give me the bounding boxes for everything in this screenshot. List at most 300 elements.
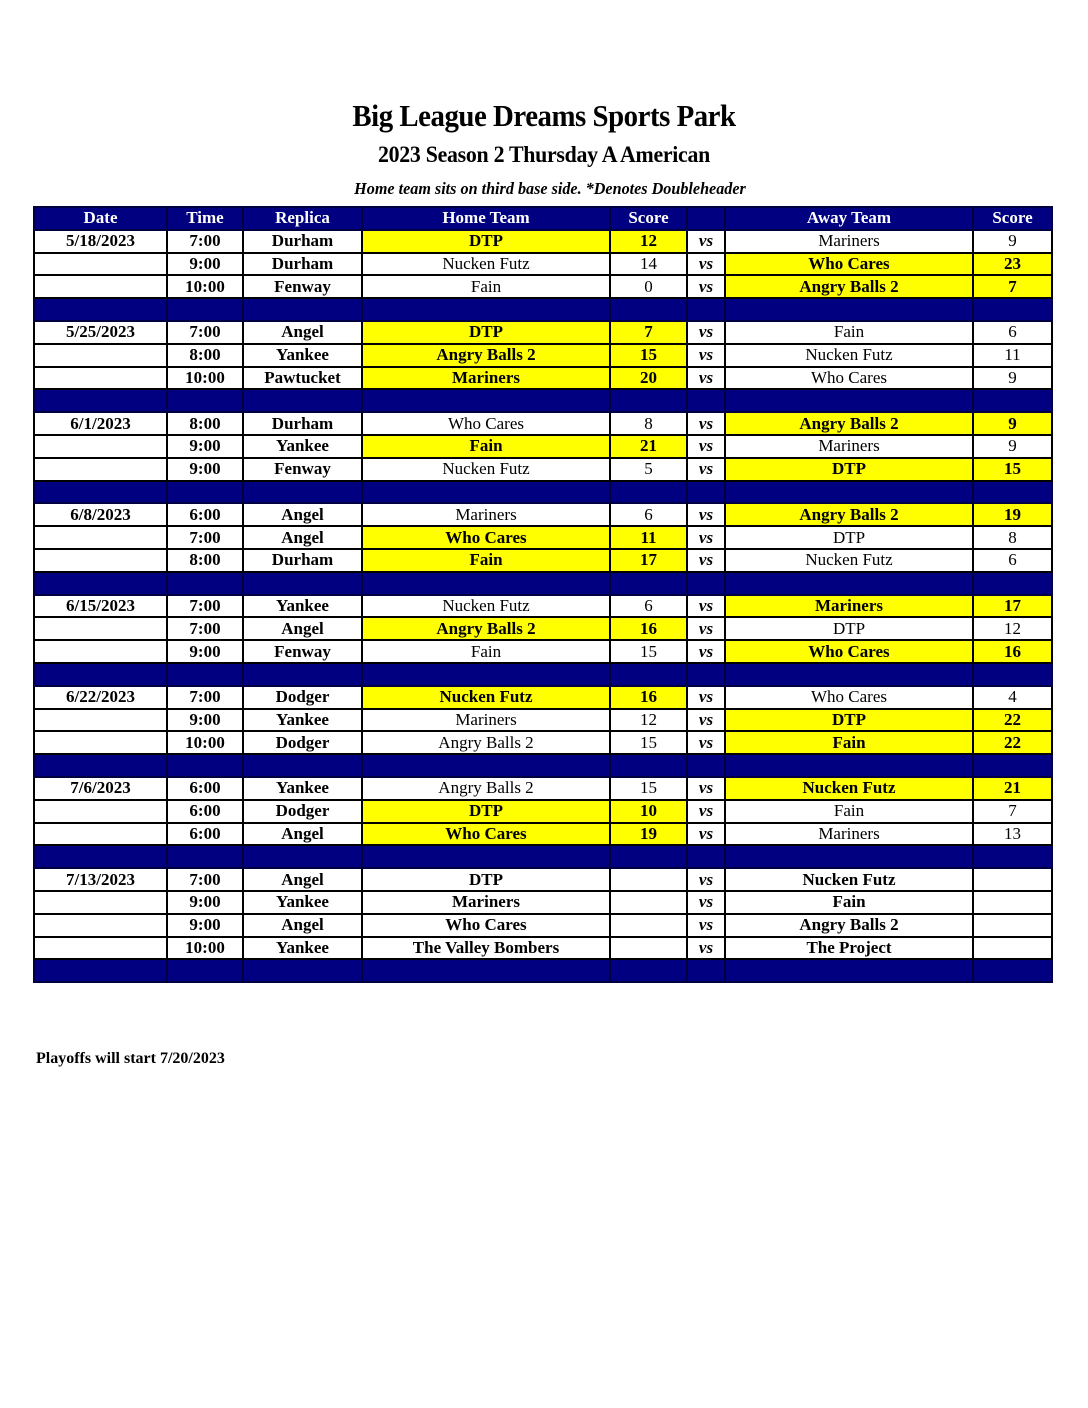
date-cell: 6/8/2023 [34,503,167,526]
home-team-cell: Fain [362,549,610,572]
separator-cell [610,663,687,686]
away-team-cell: Fain [725,891,973,914]
game-row [34,595,1052,618]
away-score-cell [973,891,1052,914]
game-row [34,868,1052,891]
separator-cell [973,572,1052,595]
field-cell: Yankee [243,937,362,960]
date-cell [34,253,167,276]
away-score-cell: 13 [973,823,1052,846]
home-score-cell: 8 [610,412,687,435]
away-score-cell: 8 [973,526,1052,549]
separator-cell [973,389,1052,412]
field-cell: Angel [243,526,362,549]
date-cell [34,731,167,754]
home-team-cell: Who Cares [362,823,610,846]
time-cell: 9:00 [167,458,243,481]
separator-cell [167,572,243,595]
away-team-cell: Mariners [725,595,973,618]
separator-cell [362,389,610,412]
separator-cell [687,481,725,504]
week-separator-row [34,959,1052,982]
week-separator-row [34,298,1052,321]
week-separator-row [34,754,1052,777]
date-cell [34,640,167,663]
time-cell: 9:00 [167,891,243,914]
separator-cell [610,298,687,321]
separator-cell [973,298,1052,321]
game-row [34,617,1052,640]
home-team-cell: The Valley Bombers [362,937,610,960]
home-team-cell: Angry Balls 2 [362,777,610,800]
table-header-row [34,207,1052,230]
separator-cell [362,572,610,595]
home-score-cell: 15 [610,731,687,754]
time-cell: 10:00 [167,367,243,390]
column-header-time: Time [167,207,243,230]
column-header-away-score: Score [973,207,1052,230]
game-row [34,367,1052,390]
time-cell: 7:00 [167,686,243,709]
time-cell: 7:00 [167,868,243,891]
home-team-cell: Mariners [362,503,610,526]
time-cell: 8:00 [167,412,243,435]
vs-cell: vs [687,230,725,253]
field-cell: Yankee [243,344,362,367]
home-score-cell: 21 [610,435,687,458]
home-score-cell: 6 [610,503,687,526]
home-score-cell: 5 [610,458,687,481]
home-team-cell: Angry Balls 2 [362,344,610,367]
date-cell: 5/18/2023 [34,230,167,253]
separator-cell [687,845,725,868]
game-row [34,777,1052,800]
home-score-cell: 12 [610,709,687,732]
separator-cell [973,663,1052,686]
separator-cell [167,959,243,982]
field-cell: Dodger [243,686,362,709]
away-score-cell [973,914,1052,937]
away-score-cell: 7 [973,275,1052,298]
separator-cell [243,663,362,686]
game-row [34,275,1052,298]
away-score-cell: 11 [973,344,1052,367]
home-score-cell [610,868,687,891]
away-team-cell: Mariners [725,823,973,846]
away-score-cell: 16 [973,640,1052,663]
away-score-cell: 6 [973,321,1052,344]
field-cell: Yankee [243,595,362,618]
field-cell: Dodger [243,800,362,823]
field-cell: Angel [243,823,362,846]
time-cell: 6:00 [167,800,243,823]
separator-cell [687,572,725,595]
date-cell [34,458,167,481]
home-score-cell: 15 [610,640,687,663]
vs-cell: vs [687,914,725,937]
field-cell: Angel [243,617,362,640]
time-cell: 8:00 [167,344,243,367]
away-team-cell: Who Cares [725,640,973,663]
away-team-cell: Angry Balls 2 [725,503,973,526]
field-cell: Durham [243,549,362,572]
separator-cell [610,959,687,982]
away-team-cell: The Project [725,937,973,960]
week-separator-row [34,845,1052,868]
separator-cell [167,663,243,686]
away-score-cell: 9 [973,412,1052,435]
away-team-cell: Mariners [725,230,973,253]
column-header-replica: Replica [243,207,362,230]
separator-cell [34,754,167,777]
separator-cell [687,389,725,412]
time-cell: 7:00 [167,617,243,640]
separator-cell [973,959,1052,982]
separator-cell [362,481,610,504]
home-team-cell: Fain [362,275,610,298]
away-team-cell: DTP [725,709,973,732]
separator-cell [167,389,243,412]
field-cell: Durham [243,230,362,253]
home-score-cell: 20 [610,367,687,390]
game-row [34,253,1052,276]
separator-cell [610,481,687,504]
game-row [34,526,1052,549]
field-cell: Angel [243,321,362,344]
separator-cell [725,481,973,504]
time-cell: 9:00 [167,253,243,276]
vs-cell: vs [687,731,725,754]
vs-cell: vs [687,458,725,481]
separator-cell [243,959,362,982]
away-score-cell: 17 [973,595,1052,618]
game-row [34,686,1052,709]
separator-cell [167,481,243,504]
time-cell: 7:00 [167,230,243,253]
game-row [34,731,1052,754]
date-cell [34,709,167,732]
vs-cell: vs [687,595,725,618]
home-score-cell: 14 [610,253,687,276]
field-cell: Durham [243,412,362,435]
date-cell [34,937,167,960]
separator-cell [725,845,973,868]
schedule-note: Home team sits on third base side. *Denotes Doubleheader [354,179,746,198]
away-score-cell: 15 [973,458,1052,481]
vs-cell: vs [687,435,725,458]
game-row [34,640,1052,663]
separator-cell [362,754,610,777]
separator-cell [610,754,687,777]
separator-cell [243,389,362,412]
separator-cell [34,959,167,982]
date-cell [34,914,167,937]
week-separator-row [34,572,1052,595]
away-team-cell: DTP [725,458,973,481]
date-cell [34,800,167,823]
separator-cell [243,298,362,321]
vs-cell: vs [687,891,725,914]
away-score-cell: 7 [973,800,1052,823]
home-team-cell: DTP [362,321,610,344]
away-team-cell: Fain [725,800,973,823]
field-cell: Yankee [243,777,362,800]
home-score-cell: 11 [610,526,687,549]
separator-cell [34,663,167,686]
week-separator-row [34,663,1052,686]
home-score-cell: 15 [610,344,687,367]
home-team-cell: Who Cares [362,412,610,435]
separator-cell [167,298,243,321]
time-cell: 9:00 [167,914,243,937]
field-cell: Angel [243,868,362,891]
separator-cell [243,845,362,868]
vs-cell: vs [687,503,725,526]
date-cell [34,344,167,367]
away-team-cell: Angry Balls 2 [725,412,973,435]
away-score-cell: 9 [973,230,1052,253]
away-team-cell: Fain [725,731,973,754]
separator-cell [973,481,1052,504]
separator-cell [34,298,167,321]
separator-cell [610,572,687,595]
separator-cell [973,754,1052,777]
home-score-cell: 16 [610,686,687,709]
vs-cell: vs [687,253,725,276]
separator-cell [973,845,1052,868]
week-separator-row [34,481,1052,504]
date-cell [34,526,167,549]
vs-cell: vs [687,617,725,640]
vs-cell: vs [687,823,725,846]
home-score-cell: 7 [610,321,687,344]
date-cell [34,275,167,298]
game-row [34,891,1052,914]
home-score-cell [610,914,687,937]
home-team-cell: Nucken Futz [362,595,610,618]
time-cell: 9:00 [167,640,243,663]
separator-cell [687,663,725,686]
game-row [34,914,1052,937]
column-header-home-team: Home Team [362,207,610,230]
game-row [34,937,1052,960]
away-team-cell: Fain [725,321,973,344]
away-score-cell: 9 [973,367,1052,390]
date-cell: 7/13/2023 [34,868,167,891]
home-score-cell [610,891,687,914]
field-cell: Fenway [243,640,362,663]
date-cell [34,823,167,846]
away-score-cell: 21 [973,777,1052,800]
separator-cell [687,959,725,982]
time-cell: 6:00 [167,777,243,800]
date-cell [34,367,167,390]
field-cell: Pawtucket [243,367,362,390]
home-team-cell: Angry Balls 2 [362,617,610,640]
vs-cell: vs [687,709,725,732]
home-score-cell: 12 [610,230,687,253]
home-team-cell: DTP [362,800,610,823]
home-team-cell: Fain [362,640,610,663]
home-team-cell: DTP [362,230,610,253]
separator-cell [34,481,167,504]
home-score-cell: 6 [610,595,687,618]
column-header-vs [687,207,725,230]
date-cell [34,549,167,572]
vs-cell: vs [687,344,725,367]
time-cell: 10:00 [167,275,243,298]
separator-cell [362,298,610,321]
separator-cell [725,754,973,777]
away-score-cell: 9 [973,435,1052,458]
away-team-cell: Who Cares [725,253,973,276]
vs-cell: vs [687,412,725,435]
vs-cell: vs [687,526,725,549]
time-cell: 6:00 [167,823,243,846]
time-cell: 10:00 [167,731,243,754]
page-subtitle: 2023 Season 2 Thursday A American [378,142,710,167]
column-header-date: Date [34,207,167,230]
time-cell: 9:00 [167,435,243,458]
separator-cell [610,389,687,412]
away-team-cell: Nucken Futz [725,777,973,800]
away-score-cell: 6 [973,549,1052,572]
vs-cell: vs [687,868,725,891]
separator-cell [362,663,610,686]
time-cell: 7:00 [167,321,243,344]
separator-cell [725,663,973,686]
away-score-cell: 4 [973,686,1052,709]
game-row [34,321,1052,344]
game-row [34,435,1052,458]
separator-cell [725,572,973,595]
time-cell: 7:00 [167,595,243,618]
home-team-cell: Mariners [362,891,610,914]
time-cell: 9:00 [167,709,243,732]
vs-cell: vs [687,321,725,344]
home-score-cell: 16 [610,617,687,640]
schedule-body [34,230,1052,982]
separator-cell [687,298,725,321]
schedule-table [33,206,1053,983]
separator-cell [34,389,167,412]
vs-cell: vs [687,367,725,390]
home-team-cell: Nucken Futz [362,458,610,481]
separator-cell [725,959,973,982]
away-score-cell: 22 [973,709,1052,732]
date-cell: 6/15/2023 [34,595,167,618]
vs-cell: vs [687,275,725,298]
page-title: Big League Dreams Sports Park [352,98,736,133]
game-row [34,344,1052,367]
column-header-home-score: Score [610,207,687,230]
separator-cell [725,389,973,412]
vs-cell: vs [687,640,725,663]
away-score-cell: 23 [973,253,1052,276]
field-cell: Yankee [243,709,362,732]
game-row [34,503,1052,526]
column-header-away-team: Away Team [725,207,973,230]
away-score-cell [973,868,1052,891]
away-score-cell: 22 [973,731,1052,754]
field-cell: Angel [243,914,362,937]
away-score-cell [973,937,1052,960]
time-cell: 6:00 [167,503,243,526]
away-team-cell: Who Cares [725,367,973,390]
away-score-cell: 12 [973,617,1052,640]
field-cell: Angel [243,503,362,526]
away-team-cell: Nucken Futz [725,344,973,367]
game-row [34,412,1052,435]
away-team-cell: Who Cares [725,686,973,709]
home-team-cell: Mariners [362,709,610,732]
playoffs-note: Playoffs will start 7/20/2023 [36,1050,225,1067]
home-score-cell: 19 [610,823,687,846]
time-cell: 7:00 [167,526,243,549]
time-cell: 10:00 [167,937,243,960]
date-cell [34,435,167,458]
separator-cell [167,754,243,777]
date-cell: 7/6/2023 [34,777,167,800]
home-score-cell: 15 [610,777,687,800]
field-cell: Dodger [243,731,362,754]
away-team-cell: Nucken Futz [725,868,973,891]
vs-cell: vs [687,800,725,823]
separator-cell [362,959,610,982]
home-team-cell: Who Cares [362,526,610,549]
home-team-cell: Angry Balls 2 [362,731,610,754]
home-team-cell: Fain [362,435,610,458]
separator-cell [243,754,362,777]
separator-cell [34,572,167,595]
game-row [34,230,1052,253]
away-team-cell: Mariners [725,435,973,458]
home-score-cell [610,937,687,960]
away-team-cell: Nucken Futz [725,549,973,572]
home-score-cell: 0 [610,275,687,298]
game-row [34,549,1052,572]
separator-cell [725,298,973,321]
vs-cell: vs [687,937,725,960]
separator-cell [687,754,725,777]
home-team-cell: Nucken Futz [362,686,610,709]
week-separator-row [34,389,1052,412]
game-row [34,458,1052,481]
separator-cell [362,845,610,868]
time-cell: 8:00 [167,549,243,572]
vs-cell: vs [687,777,725,800]
date-cell: 6/22/2023 [34,686,167,709]
date-cell: 6/1/2023 [34,412,167,435]
date-cell: 5/25/2023 [34,321,167,344]
away-team-cell: Angry Balls 2 [725,914,973,937]
home-score-cell: 17 [610,549,687,572]
game-row [34,800,1052,823]
field-cell: Fenway [243,458,362,481]
home-team-cell: Nucken Futz [362,253,610,276]
away-score-cell: 19 [973,503,1052,526]
separator-cell [34,845,167,868]
home-team-cell: DTP [362,868,610,891]
game-row [34,709,1052,732]
game-row [34,823,1052,846]
separator-cell [167,845,243,868]
field-cell: Durham [243,253,362,276]
field-cell: Fenway [243,275,362,298]
separator-cell [243,481,362,504]
away-team-cell: DTP [725,617,973,640]
home-team-cell: Who Cares [362,914,610,937]
